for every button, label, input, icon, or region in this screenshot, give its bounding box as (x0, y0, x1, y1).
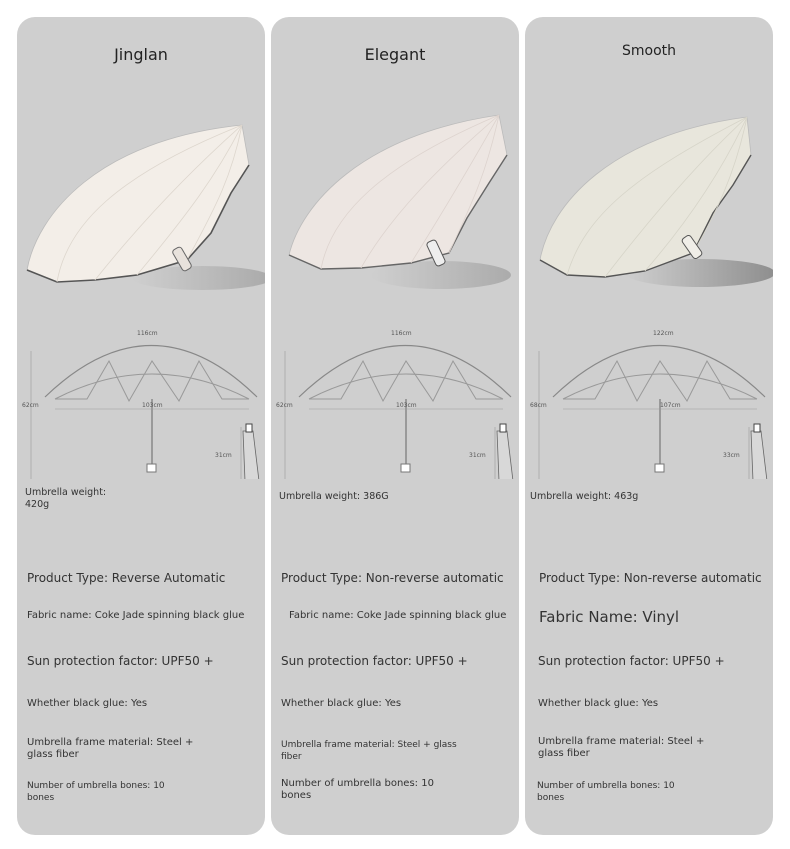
product-type: Product Type: Reverse Automatic (27, 571, 226, 585)
frame-material: Umbrella frame material: Steel + glass fiber (281, 740, 457, 762)
height-label: 62cm (276, 402, 293, 409)
folded-length-label: 33cm (723, 452, 740, 459)
folded-length-label: 31cm (215, 452, 232, 459)
black-glue: Whether black glue: Yes (538, 698, 659, 709)
umbrella-photo (525, 95, 773, 295)
product-card-elegant (271, 17, 519, 835)
fabric-name: Fabric name: Coke Jade spinning black glue (289, 610, 507, 621)
arc-length-label: 116cm (137, 330, 158, 337)
frame-material: Umbrella frame material: Steel + glass fiber (538, 736, 705, 759)
arc-length-label: 122cm (653, 330, 674, 337)
fabric-name: Fabric Name: Vinyl (539, 608, 680, 626)
sun-protection-factor: Sun protection factor: UPF50 + (281, 654, 468, 668)
product-type: Product Type: Non-reverse automatic (539, 571, 762, 585)
span-label: 103cm (396, 402, 417, 409)
black-glue: Whether black glue: Yes (281, 698, 402, 709)
umbrella-weight: Umbrella weight: 420g (25, 487, 107, 510)
sun-protection-factor: Sun protection factor: UPF50 + (538, 654, 725, 668)
product-name: Smooth (621, 43, 677, 59)
umbrella-bones: Number of umbrella bones: 10 bones (537, 781, 675, 803)
height-label: 62cm (22, 402, 39, 409)
dimension-diagram (17, 309, 265, 479)
folded-length-label: 31cm (469, 452, 486, 459)
arc-length-label: 116cm (391, 330, 412, 337)
black-glue: Whether black glue: Yes (27, 698, 148, 709)
umbrella-weight: Umbrella weight: 386G (279, 491, 389, 502)
fabric-name: Fabric name: Coke Jade spinning black glue (27, 610, 245, 621)
dimension-diagram (525, 309, 773, 479)
product-name: Jinglan (114, 45, 168, 64)
umbrella-bones: Number of umbrella bones: 10 bones (281, 778, 434, 801)
umbrella-photo (271, 95, 519, 295)
umbrella-bones: Number of umbrella bones: 10 bones (27, 781, 165, 803)
frame-material: Umbrella frame material: Steel + glass fiber (27, 737, 194, 760)
product-type: Product Type: Non-reverse automatic (281, 571, 504, 585)
dimension-diagram (271, 309, 519, 479)
product-name: Elegant (364, 45, 426, 64)
span-label: 103cm (142, 402, 163, 409)
product-card-smooth (525, 17, 773, 835)
umbrella-weight: Umbrella weight: 463g (530, 491, 639, 502)
sun-protection-factor: Sun protection factor: UPF50 + (27, 654, 214, 668)
product-card-jinglan (17, 17, 265, 835)
height-label: 68cm (530, 402, 547, 409)
span-label: 107cm (660, 402, 681, 409)
umbrella-photo (17, 95, 265, 295)
